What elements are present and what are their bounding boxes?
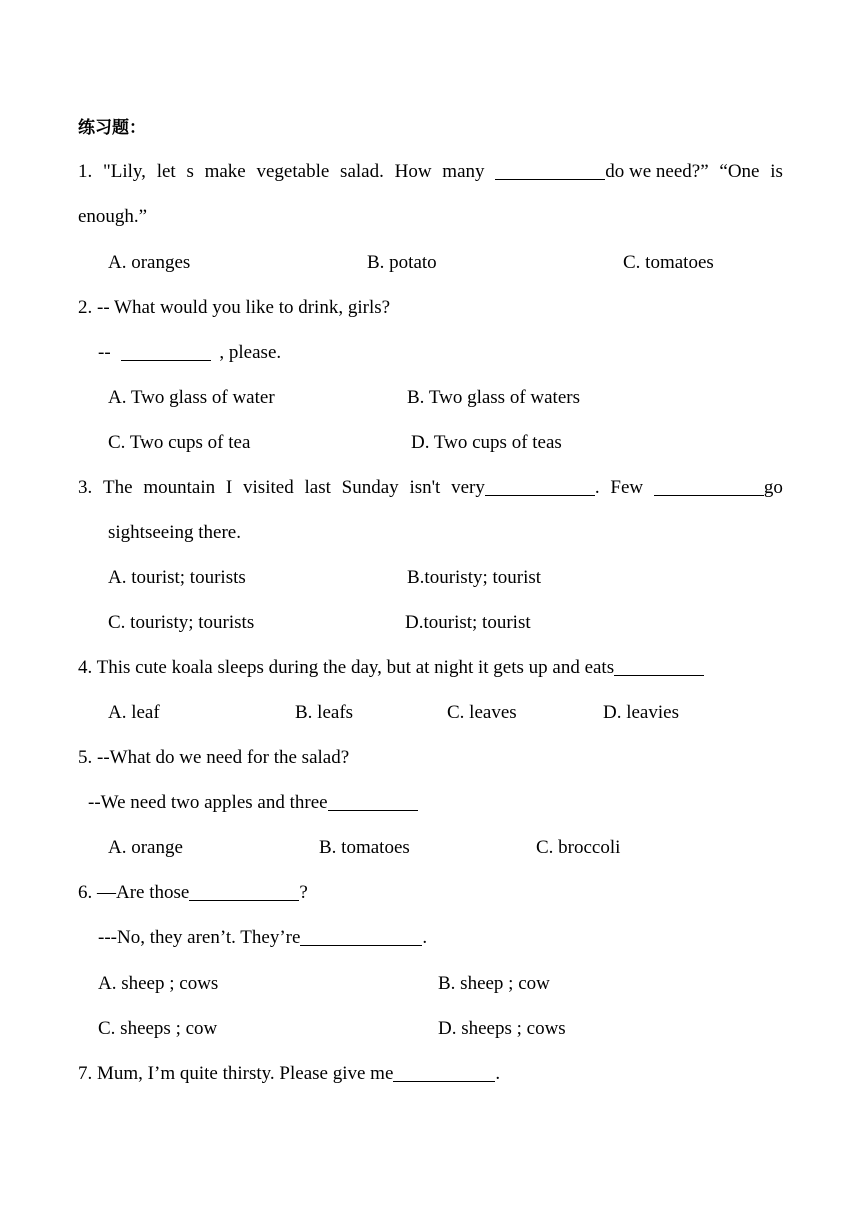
q6-option-a[interactable]: A. sheep ; cows — [98, 973, 219, 994]
q4-option-a[interactable]: A. leaf — [108, 702, 160, 723]
q3-blank-group — [409, 476, 440, 500]
q3-word: Few — [610, 477, 644, 498]
question-5-stem: 5. --What do we need for the salad? — [78, 747, 350, 768]
question-1-stem-continued: enough.” — [78, 206, 148, 227]
answer-blank[interactable] — [328, 791, 418, 811]
q3-word: I — [225, 477, 233, 498]
q5-option-b[interactable]: B. tomatoes — [319, 837, 410, 858]
worksheet-title: 练习题： — [78, 118, 146, 138]
q2-option-a[interactable]: A. Two glass of water — [108, 387, 275, 408]
answer-blank[interactable] — [393, 1062, 495, 1082]
q3-option-a[interactable]: A. tourist; tourists — [108, 567, 246, 588]
q3-option-b[interactable]: B.touristy; tourist — [407, 567, 542, 588]
q7-stem-prefix: 7. Mum, I’m quite thirsty. Please give me — [78, 1063, 394, 1084]
q1-blank-group — [495, 160, 708, 184]
q3-word: Sunday — [341, 477, 399, 498]
answer-blank[interactable] — [121, 341, 211, 361]
question-4-stem — [78, 656, 704, 680]
q1-option-c[interactable]: C. tomatoes — [623, 252, 714, 273]
q5-option-c[interactable]: C. broccoli — [536, 837, 621, 858]
question-1-stem — [78, 160, 783, 184]
q1-word: do we need?” — [605, 161, 709, 182]
question-2-stem: 2. -- What would you like to drink, girls? — [78, 297, 391, 318]
answer-blank[interactable] — [189, 881, 299, 901]
answer-blank[interactable] — [300, 926, 422, 946]
q3-word: go — [763, 477, 783, 498]
q1-word: many — [442, 161, 485, 182]
q6-stem-prefix: 6. —Are those — [78, 882, 190, 903]
q1-word: make — [204, 161, 246, 182]
q4-option-b[interactable]: B. leafs — [295, 702, 354, 723]
q7-stem-suffix: . — [495, 1063, 501, 1084]
q3-word: last — [304, 477, 331, 498]
q3-word: visited — [243, 477, 294, 498]
question-2-reply — [98, 341, 281, 365]
answer-blank[interactable] — [654, 476, 764, 496]
answer-blank[interactable] — [485, 476, 595, 496]
q1-option-b[interactable]: B. potato — [367, 252, 437, 273]
q1-word: salad. — [340, 161, 384, 182]
q6-option-c[interactable]: C. sheeps ; cow — [98, 1018, 218, 1039]
q1-word: 1. — [78, 161, 93, 182]
q1-word: How — [394, 161, 432, 182]
q6-reply-prefix: ---No, they aren’t. They’re — [98, 927, 301, 948]
question-6-reply — [98, 926, 427, 950]
q1-word: let — [156, 161, 176, 182]
q4-option-c[interactable]: C. leaves — [447, 702, 517, 723]
q1-option-a[interactable]: A. oranges — [108, 252, 191, 273]
question-5-reply — [88, 791, 418, 815]
q6-stem-suffix: ? — [299, 882, 308, 903]
q6-reply-suffix: . — [422, 927, 428, 948]
answer-blank[interactable] — [614, 656, 704, 676]
question-7-stem — [78, 1062, 500, 1086]
q3-word: The — [103, 477, 133, 498]
q1-word: "Lily, — [103, 161, 146, 182]
q6-option-b[interactable]: B. sheep ; cow — [438, 973, 550, 994]
q2-option-b[interactable]: B. Two glass of waters — [407, 387, 580, 408]
answer-blank[interactable] — [495, 160, 605, 180]
q5-option-a[interactable]: A. orange — [108, 837, 183, 858]
question-6-stem — [78, 881, 308, 905]
q4-stem-text: 4. This cute koala sleeps during the day, but at night it gets up and eats — [78, 657, 615, 678]
q1-word: vegetable — [256, 161, 330, 182]
q2-option-c[interactable]: C. Two cups of tea — [108, 432, 251, 453]
q3-word: . — [594, 477, 600, 498]
q1-word: s — [186, 161, 194, 182]
q3-word: mountain — [143, 477, 216, 498]
q3-option-d[interactable]: D.tourist; tourist — [405, 612, 531, 633]
q3-blank-group — [451, 476, 600, 500]
q2-option-d[interactable]: D. Two cups of teas — [411, 432, 562, 453]
question-3-stem-continued: sightseeing there. — [108, 522, 241, 543]
q3-blank-group — [654, 476, 783, 500]
q1-word: is — [770, 161, 783, 182]
question-3-stem — [78, 476, 783, 500]
q1-word: “One — [719, 161, 760, 182]
q3-word: isn't — [409, 477, 441, 498]
q5-reply-text: --We need two apples and three — [88, 792, 328, 813]
q3-word: 3. — [78, 477, 93, 498]
q4-option-d[interactable]: D. leavies — [603, 702, 679, 723]
q2-reply-prefix: -- — [98, 342, 111, 363]
q6-option-d[interactable]: D. sheeps ; cows — [438, 1018, 566, 1039]
q2-reply-suffix: , please. — [219, 342, 282, 363]
q3-word: very — [451, 477, 485, 498]
q3-option-c[interactable]: C. touristy; tourists — [108, 612, 255, 633]
